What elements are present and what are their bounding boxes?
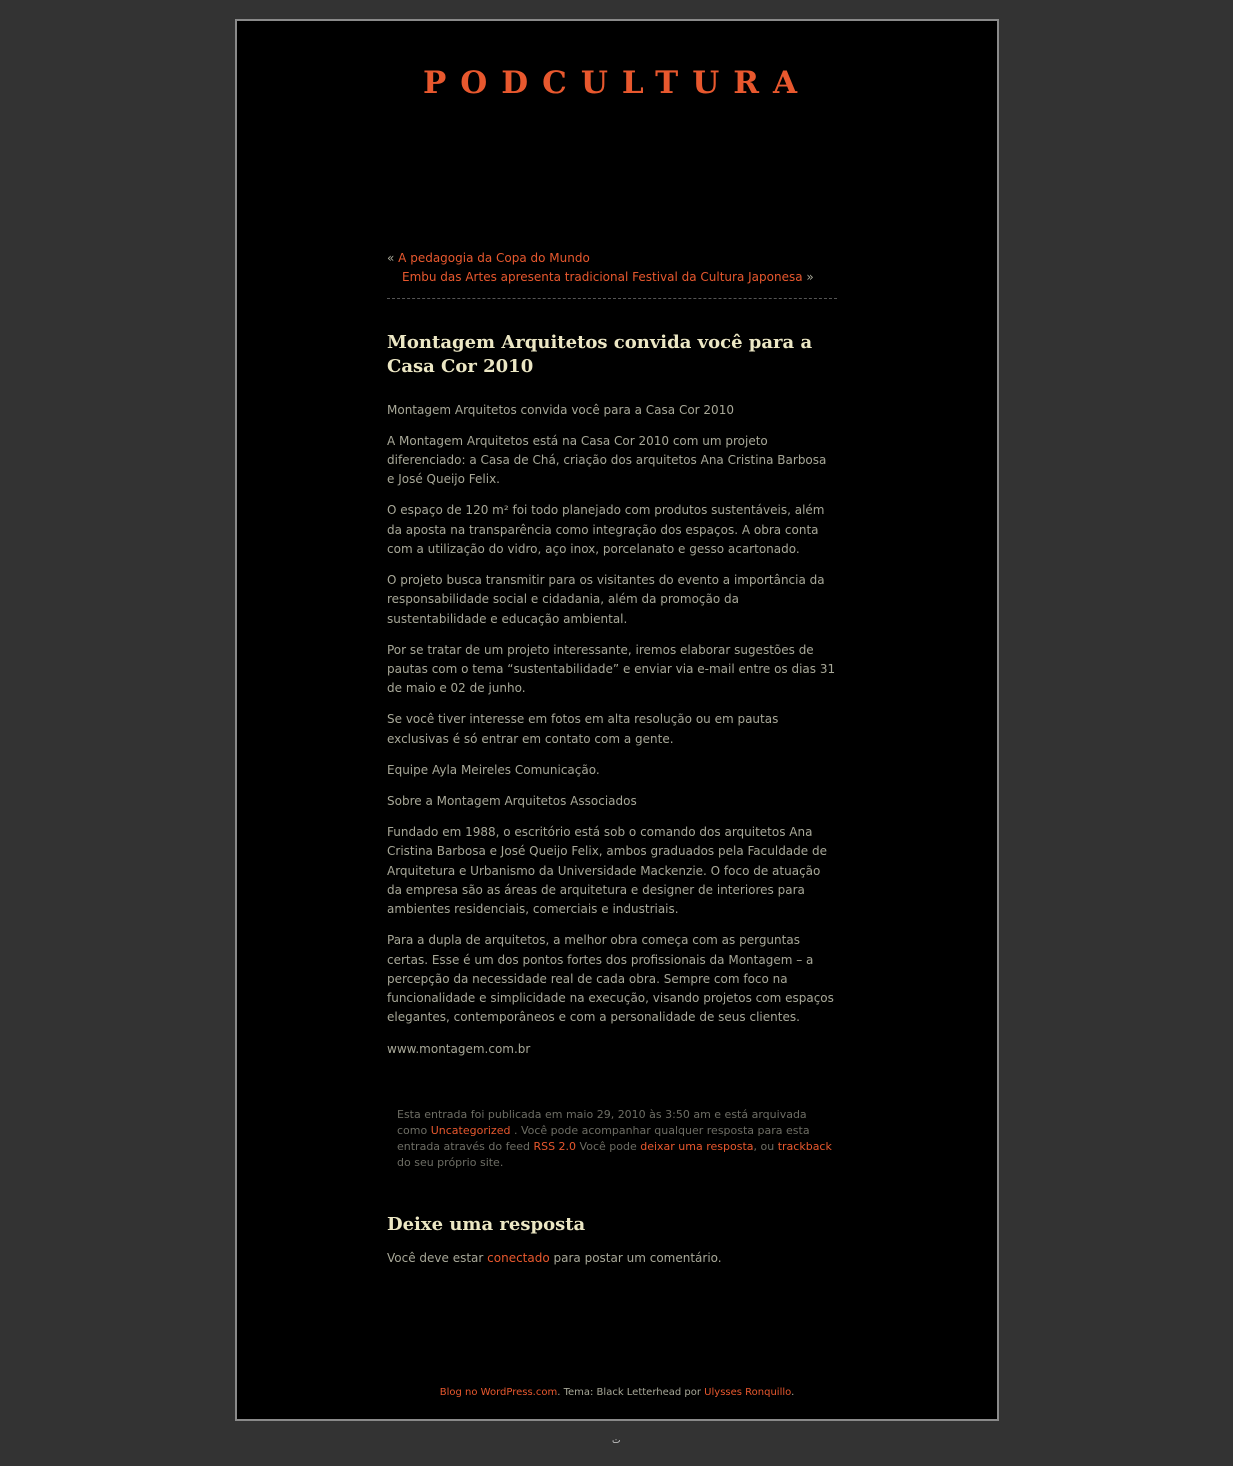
post-paragraph: O projeto busca transmitir para os visitantes do evento a importância da responsabilidade social e cidadania, além da promoção da sustentabilidade e educação ambiental. <box>387 573 825 626</box>
next-post-link[interactable]: Embu das Artes apresenta tradicional Festival da Cultura Japonesa <box>402 270 803 285</box>
post-paragraph: A Montagem Arquitetos está na Casa Cor 2010 com um projeto diferenciado: a Casa de Chá, criação dos arquitetos Ana Cristina Barbosa e José Queijo Felix. <box>387 433 827 487</box>
wordpress-link[interactable]: Blog no WordPress.com <box>439 1387 558 1398</box>
post-paragraph: Equipe Ayla Meireles Comunicação. <box>387 762 600 777</box>
smiley-icon: ت <box>612 1436 621 1446</box>
leave-reply-link[interactable]: deixar uma resposta <box>640 1139 754 1153</box>
trackback-link[interactable]: trackback <box>777 1139 832 1153</box>
post-paragraph: Se você tiver interesse em fotos em alta resolução ou em pautas exclusivas é só entrar em contato com a gente. <box>387 712 779 746</box>
category-link[interactable]: Uncategorized <box>430 1123 511 1137</box>
post-metadata: Esta entrada foi publicada em maio 29, 2010 às 3:50 am e está arquivada como Uncategorized . Você pode acompanhar qualquer resposta para esta entrada através do feed RSS 2.0 Você pode deixar uma resposta, ou trackback do seu próprio site. <box>397 1107 832 1169</box>
post-navigation <box>387 249 837 299</box>
post-paragraph: Sobre a Montagem Arquitetos Associados <box>387 793 637 808</box>
next-arrow-icon: » <box>806 270 814 285</box>
post-paragraph: Montagem Arquitetos convida você para a Casa Cor 2010 <box>387 402 734 417</box>
nav-next <box>387 268 837 287</box>
post-paragraph: Para a dupla de arquitetos, a melhor obra começa com as perguntas certas. Esse é um dos pontos fortes dos profissionais da Montagem – a percepção da necessidade real de cada obra. Sempre com foco na funcionalidade e simplicidade na execução, visando projetos com espaços elegantes, contemporâneos e com a personalidade de seus clientes. <box>387 933 834 1025</box>
rss-feed-link[interactable]: RSS 2.0 <box>533 1139 577 1153</box>
theme-author-link[interactable]: Ulysses Ronquillo <box>704 1387 792 1398</box>
nav-divider <box>387 298 837 299</box>
post-title: Montagem Arquitetos convida você para a Casa Cor 2010 <box>387 331 813 377</box>
site-title[interactable]: PODCULTURA <box>422 65 812 101</box>
prev-post-link[interactable]: A pedagogia da Copa do Mundo <box>398 251 590 265</box>
post-paragraph: Por se tratar de um projeto interessante, iremos elaborar sugestões de pautas com o tema “sustentabilidade” e enviar via e-mail entre os dias 31 de maio e 02 de junho. <box>387 642 836 696</box>
prev-arrow-icon: « <box>387 251 395 265</box>
reply-login-notice: Você deve estar conectado para postar um comentário. <box>387 1250 722 1265</box>
main-content <box>387 249 837 1268</box>
post-paragraph-url: www.montagem.com.br <box>387 1041 531 1056</box>
post-paragraph: O espaço de 120 m² foi todo planejado com produtos sustentáveis, além da aposta na transparência como integração dos espaços. A obra conta com a utilização do vidro, aço inox, porcelanato e gesso acartonado. <box>387 503 825 556</box>
footer: Blog no WordPress.com. Tema: Black Letterhead por Ulysses Ronquillo. <box>439 1387 795 1398</box>
page-container <box>235 19 999 1421</box>
post-body <box>387 401 837 1059</box>
reply-heading: Deixe uma resposta <box>387 1213 586 1235</box>
login-link[interactable]: conectado <box>487 1250 550 1265</box>
nav-previous <box>387 249 837 268</box>
post-paragraph: Fundado em 1988, o escritório está sob o comando dos arquitetos Ana Cristina Barbosa e José Queijo Felix, ambos graduados pela Faculdade de Arquitetura e Urbanismo da Universidade Mackenzie. O foco de atuação da empresa são as áreas de arquitetura e designer de interiores para ambientes residenciais, comerciais e industriais. <box>387 825 827 917</box>
